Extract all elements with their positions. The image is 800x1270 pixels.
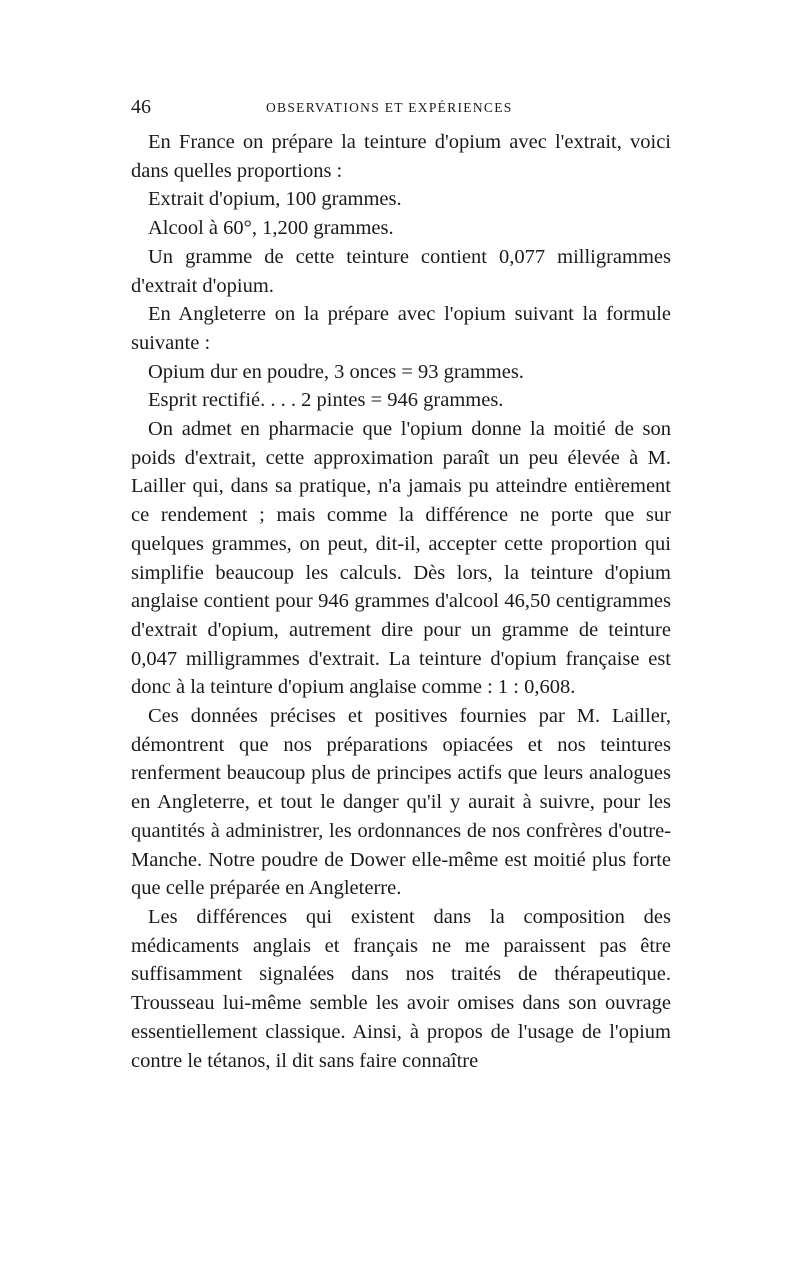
body-text (131, 128, 671, 1075)
page-number: 46 (131, 96, 151, 118)
paragraph-data: Ces données précises et positives fournies par M. Lailler, démontrent que nos préparations opiacées et nos teintures renferment beaucoup plus de principes actifs que leurs analogues en Angleterre, et tout le danger qu'il y aurait à suivre, pour les quantités à administrer, les ordonnances de nos confrères d'outre-Manche. Notre poudre de Dower elle-même est moitié plus forte que celle préparée en Angleterre. (131, 705, 671, 900)
recipe-line-alcohol: Alcool à 60°, 1,200 grammes. (148, 217, 394, 240)
recipe-line-extract: Extrait d'opium, 100 grammes. (148, 188, 402, 211)
formula-line-spirit: Esprit rectifié. . . . 2 pintes = 946 grammes. (148, 389, 504, 412)
paragraph-pharmacy: On admet en pharmacie que l'opium donne la moitié de son poids d'extrait, cette approximation paraît un peu élevée à M. Lailler qui, dans sa pratique, n'a jamais pu atteindre entièrement ce rendement ; mais comme la différence ne porte que sur quelques grammes, on peut, dit-il, accepter cette proportion qui simplifie beaucoup les calculs. Dès lors, la teinture d'opium anglaise contient pour 946 grammes d'alcool 46,50 centigrammes d'extrait d'opium, autrement dire pour un gramme de teinture 0,047 milligrammes d'extrait. La teinture d'opium française est donc à la teinture d'opium anglaise comme : 1 : 0,608. (131, 418, 671, 699)
paragraph-intro: En France on prépare la teinture d'opium avec l'extrait, voici dans quelles proportions : (131, 131, 671, 182)
formula-line-opium: Opium dur en poudre, 3 onces = 93 grammes. (148, 360, 524, 383)
paragraph-differences: Les différences qui existent dans la composition des médicaments anglais et français ne me paraissent pas être suffisamment signalées dans nos traités de thérapeutique. Trousseau lui-même semble les avoir omises dans son ouvrage essentiellement classique. Ainsi, à propos de l'usage de l'opium contre le tétanos, il dit sans faire connaître (131, 905, 671, 1072)
paragraph-gram-content: Un gramme de cette teinture contient 0,077 milligrammes d'extrait d'opium. (131, 245, 671, 297)
paragraph-england: En Angleterre on la prépare avec l'opium suivant la formule suivante : (131, 303, 671, 354)
running-title: OBSERVATIONS ET EXPÉRIENCES (266, 100, 513, 115)
page-header (131, 96, 671, 126)
